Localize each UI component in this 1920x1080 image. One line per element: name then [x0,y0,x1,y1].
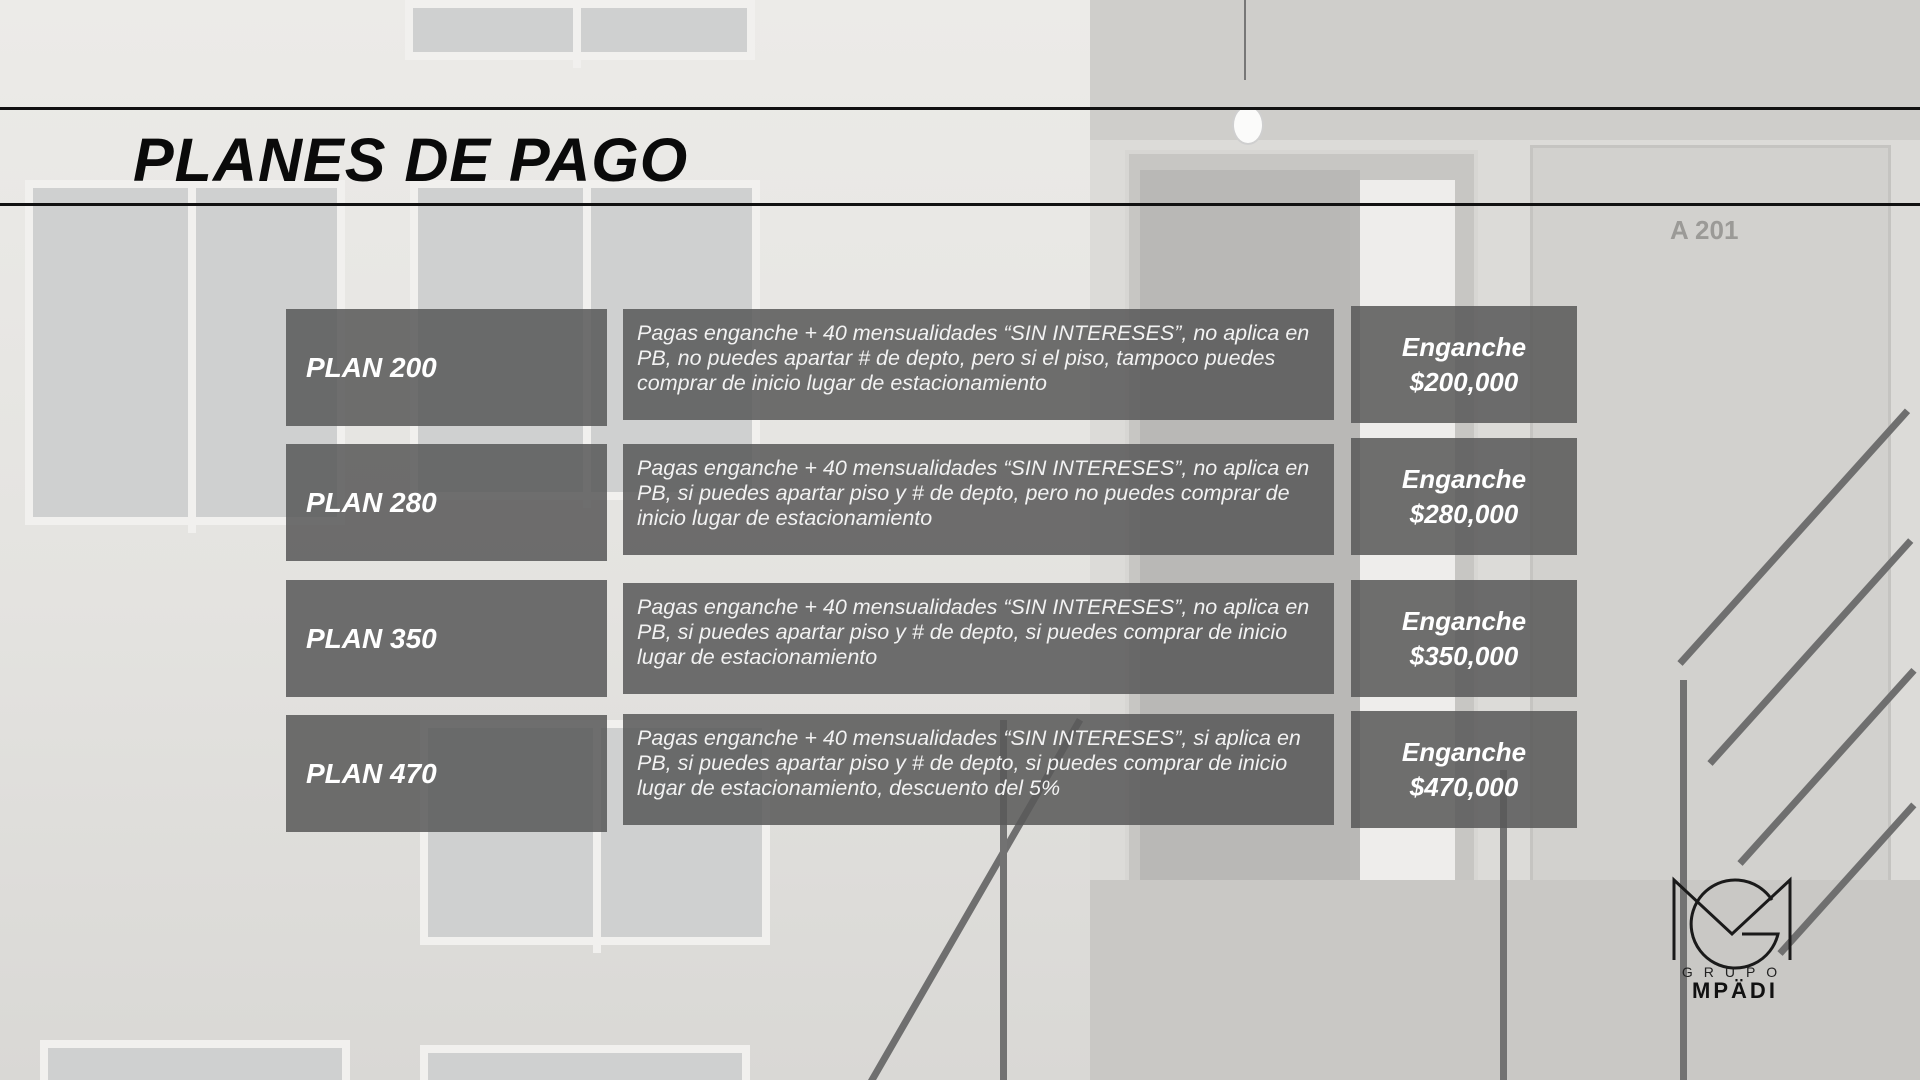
price-label: Enganche [1401,463,1527,494]
unit-label: A 201 [1670,215,1739,245]
plan-name-470: PLAN 470 [286,715,607,832]
header-rule-bottom [0,203,1920,206]
plan-price-470 [1351,711,1577,828]
price-value: $470,000 [1409,771,1519,802]
price-value: $200,000 [1409,366,1519,397]
plan-price-280 [1351,438,1577,555]
plan-description-280: Pagas enganche + 40 mensualidades “SIN INTERESES”, no aplica en PB, si puedes apartar piso y # de depto, pero no puedes comprar de inicio lugar de estacionamiento [623,444,1334,555]
price-label: Enganche [1401,331,1527,362]
page-title: PLANES DE PAGO [133,126,689,194]
plan-name-280: PLAN 280 [286,444,607,561]
price-value: $350,000 [1409,640,1519,671]
price-label: Enganche [1401,605,1527,636]
price-value: $280,000 [1409,498,1519,529]
header-rule-top [0,107,1920,110]
price-label: Enganche [1401,736,1527,767]
plan-price-200 [1351,306,1577,423]
plan-description-470: Pagas enganche + 40 mensualidades “SIN INTERESES”, si aplica en PB, si puedes apartar piso y # de depto, si puedes comprar de inicio lugar de estacionamiento, descuento del 5% [623,714,1334,825]
plan-price-350 [1351,580,1577,697]
plan-description-200: Pagas enganche + 40 mensualidades “SIN INTERESES”, no aplica en PB, no puedes apartar # de depto, pero si el piso, tampoco puedes comprar de inicio lugar de estacionamiento [623,309,1334,420]
plan-name-200: PLAN 200 [286,309,607,426]
plan-description-350: Pagas enganche + 40 mensualidades “SIN INTERESES”, no aplica en PB, si puedes apartar piso y # de depto, si puedes comprar de inicio lugar de estacionamiento [623,583,1334,694]
logo-subtitle: GRUPO [1681,964,1789,980]
plan-name-350: PLAN 350 [286,580,607,697]
logo-wordmark: MPÄDI [1692,978,1778,1003]
